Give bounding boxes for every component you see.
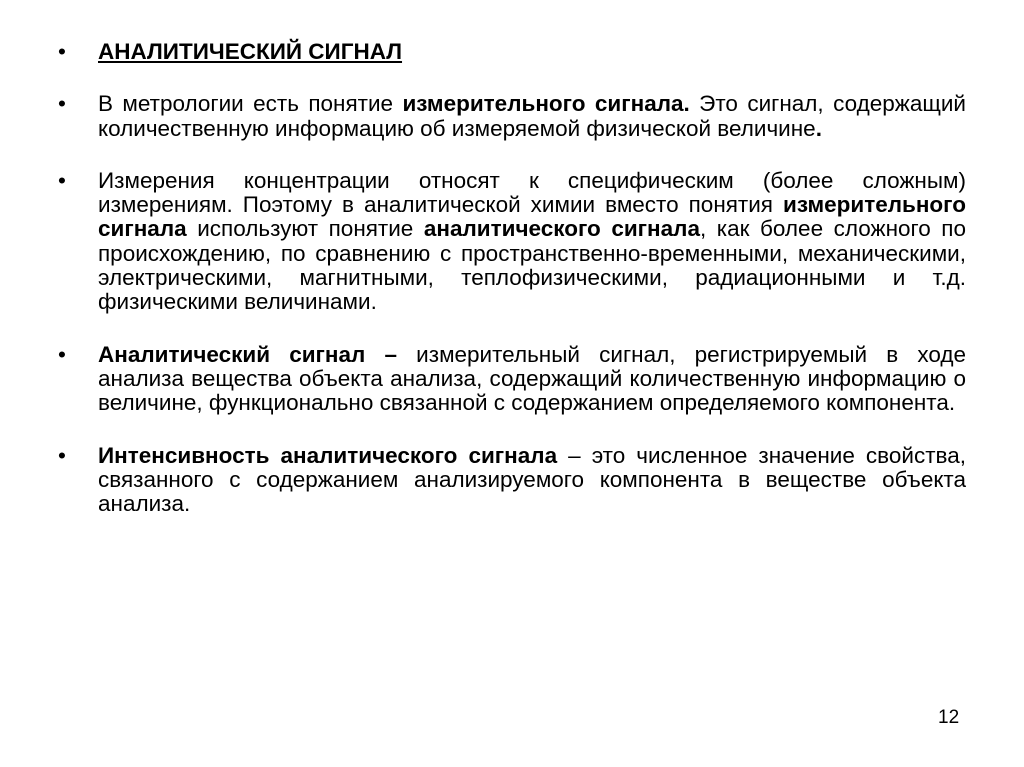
bullet-signal-intensity: [58, 444, 966, 517]
p2-text-1: Измерения концентрации относят к специфическим (более сложным) измерениям. Поэтому в аналитической химии вместо понятия: [98, 167, 966, 218]
p2-text-2: используют понятие: [186, 216, 424, 242]
p1-bold-1: измерительного сигнала.: [402, 91, 690, 117]
slide-heading: АНАЛИТИЧЕСКИЙ СИГНАЛ: [98, 39, 403, 64]
p2-bold-2: аналитического сигнала: [423, 216, 700, 242]
bullet-measurement-signal: [58, 92, 966, 141]
bullet-concentration-measurement: [58, 169, 966, 315]
p3-bold-1: Аналитический сигнал –: [98, 341, 398, 367]
p3-text-1: измерительный сигнал, регистрируемый в ходе анализа вещества объекта анализа, содержащий количественную информацию о величине, функционально связанной с содержанием определяемого компонента.: [98, 341, 966, 416]
p2-text-3: , как более сложного по происхождению, по сравнению с пространственно-временными, механическими, электрическими, магнитными, теплофизическими, радиационными и т.д. физическими величинами.: [98, 216, 966, 315]
bullet-heading: [58, 40, 966, 64]
p4-text-1: – это численное значение свойства, связанного с содержанием анализируемого компонента в веществе объекта анализа.: [98, 442, 966, 517]
bullet-analytical-signal-definition: [58, 343, 966, 416]
p1-text-1: В метрологии есть понятие: [98, 91, 403, 117]
page-number: 12: [938, 707, 960, 728]
p2-bold-1: измерительного сигнала: [98, 192, 966, 242]
p1-text-2: Это сигнал, содержащий количественную информацию об измеряемой физической величине: [98, 91, 966, 141]
p1-bold-2: .: [815, 115, 822, 141]
slide-bullet-list: [58, 40, 966, 544]
p4-bold-1: Интенсивность аналитического сигнала: [98, 442, 558, 468]
